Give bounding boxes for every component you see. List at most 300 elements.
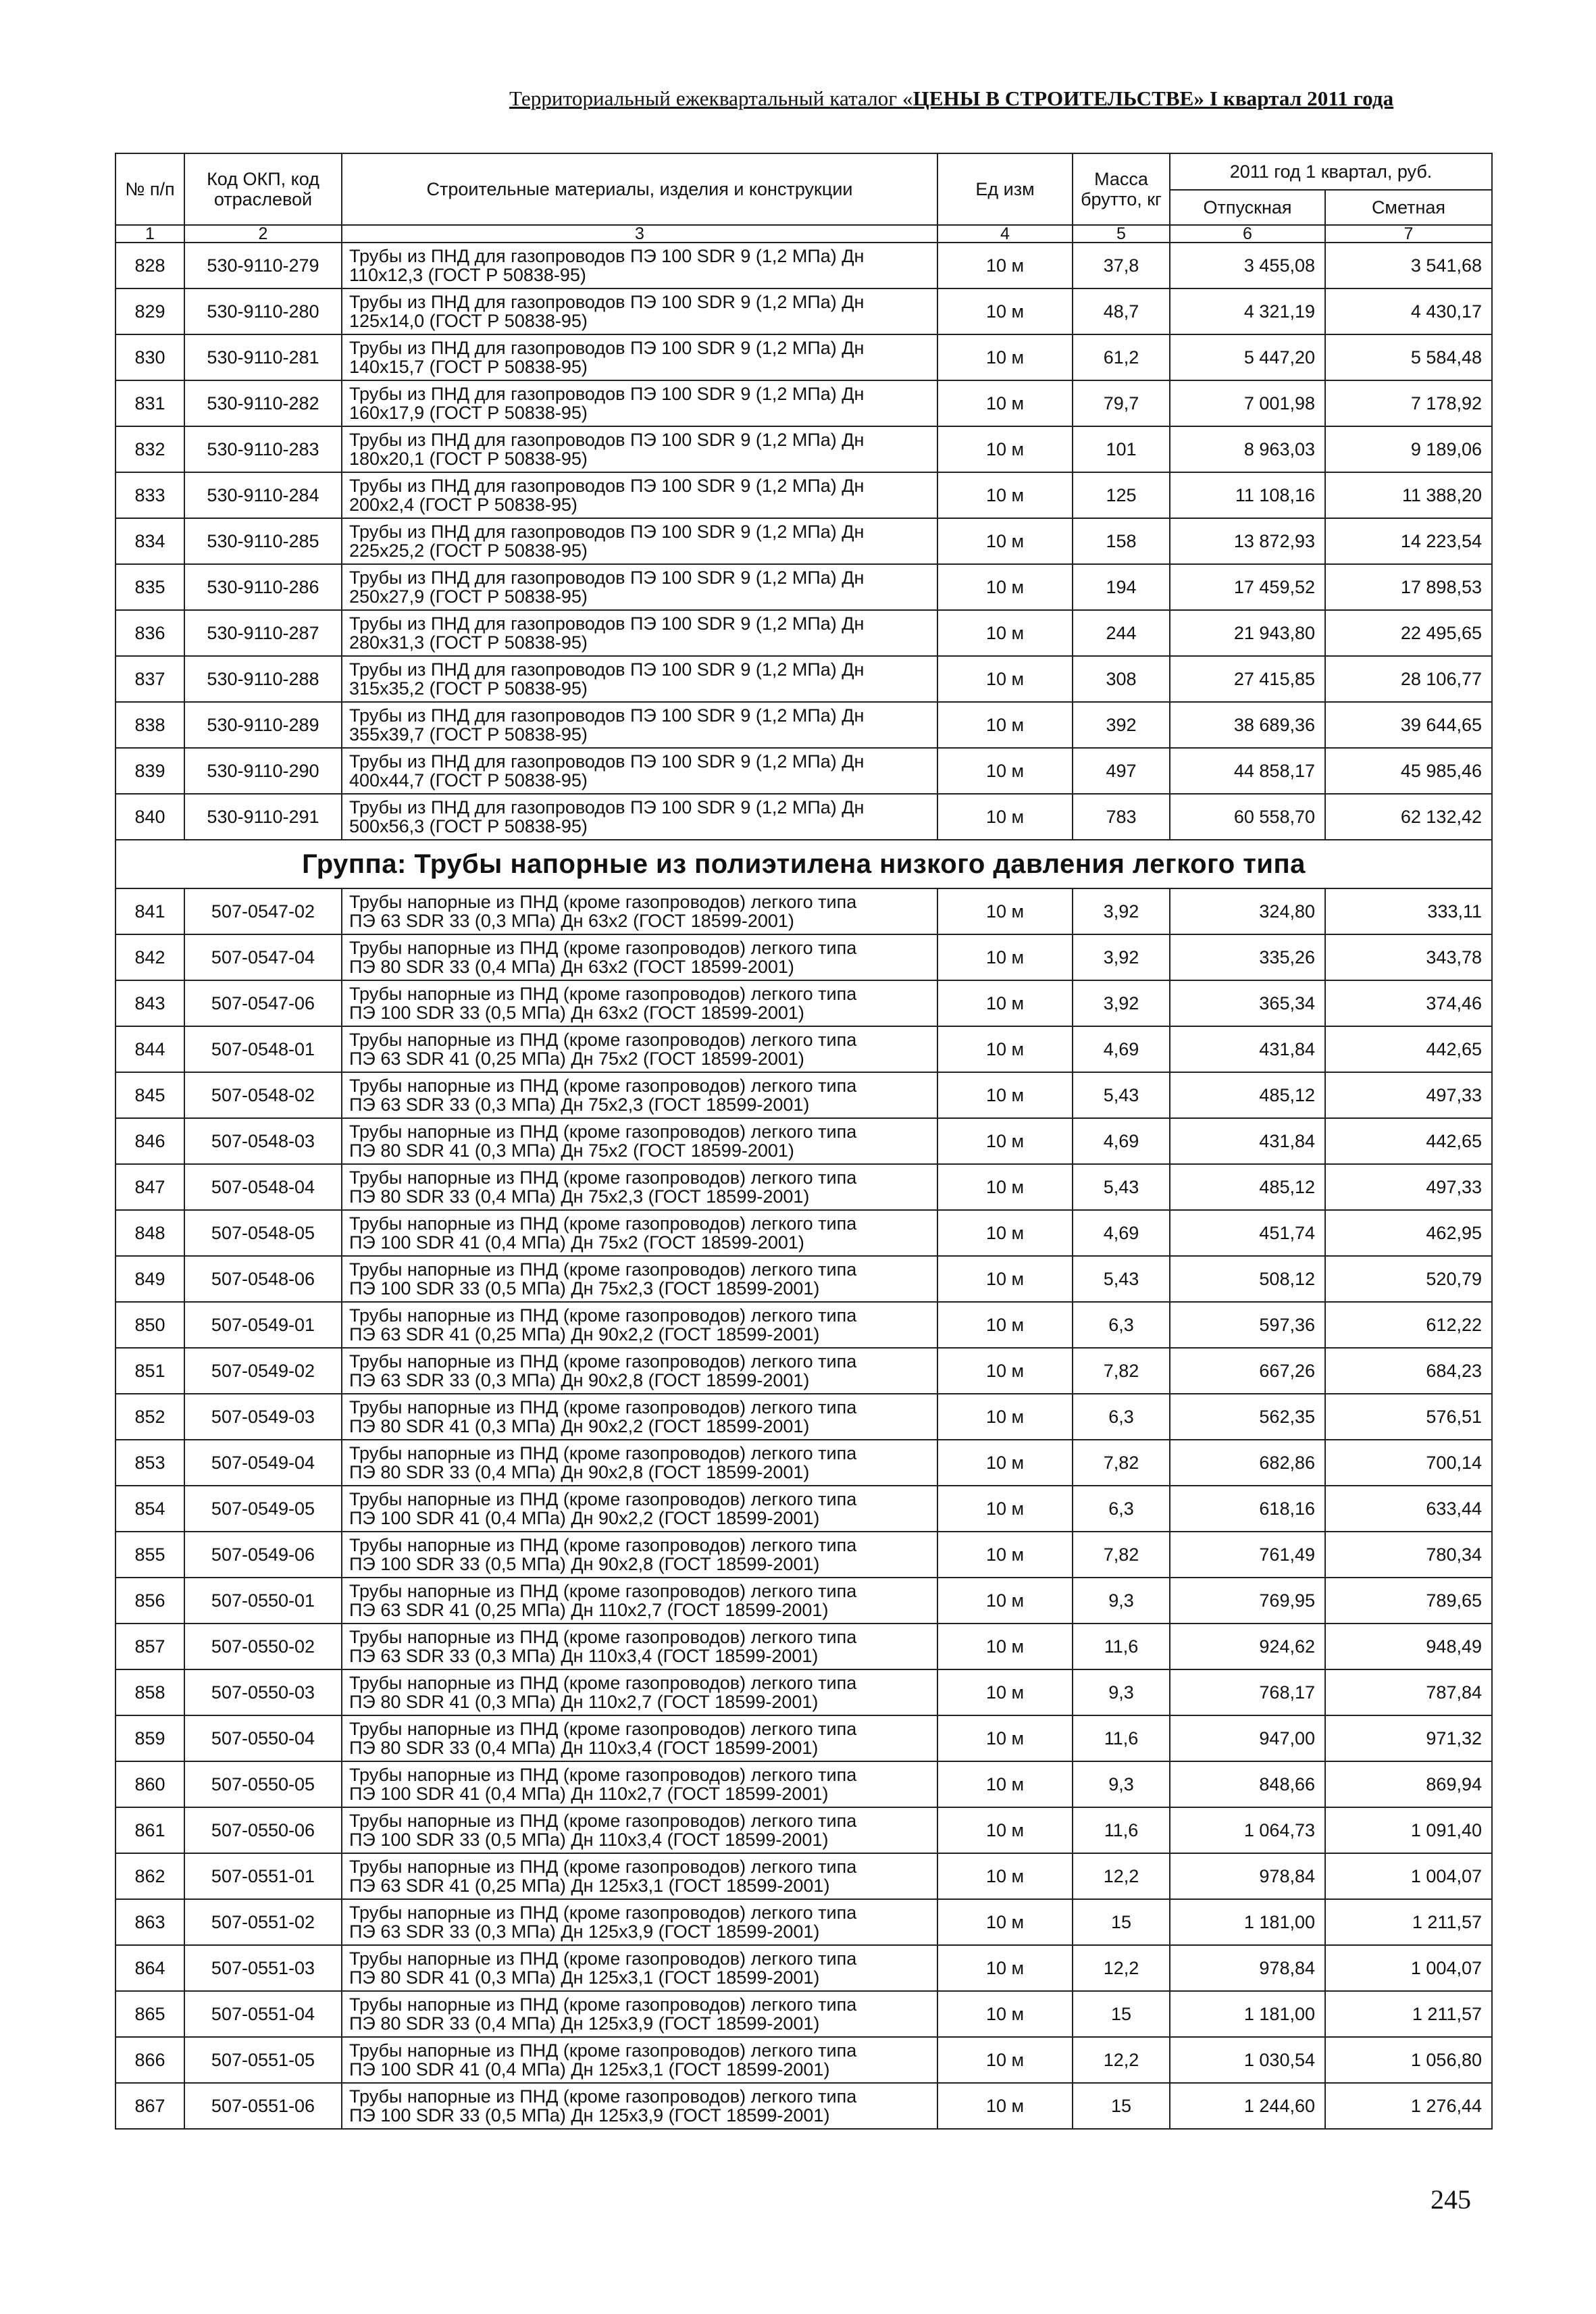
table-row	[115, 702, 1492, 748]
table-row	[115, 334, 1492, 380]
row-mass: 7,82	[1073, 1348, 1170, 1394]
table-row	[115, 980, 1492, 1026]
row-mass: 7,82	[1073, 1440, 1170, 1486]
row-mass: 497	[1073, 748, 1170, 794]
row-release-price: 682,86	[1170, 1440, 1325, 1486]
row-estimate-price: 22 495,65	[1325, 610, 1492, 656]
group-title: Группа: Трубы напорные из полиэтилена низкого давления легкого типа	[115, 840, 1492, 888]
table-row	[115, 610, 1492, 656]
row-number: 844	[115, 1026, 184, 1072]
table-row	[115, 1715, 1492, 1761]
row-estimate-price: 1 211,57	[1325, 1991, 1492, 2037]
col-estimate-header: Сметная	[1325, 190, 1492, 225]
row-mass: 392	[1073, 702, 1170, 748]
row-code: 530-9110-289	[184, 702, 342, 748]
row-mass: 11,6	[1073, 1715, 1170, 1761]
row-estimate-price: 7 178,92	[1325, 380, 1492, 426]
row-number: 863	[115, 1899, 184, 1945]
row-estimate-price: 1 276,44	[1325, 2083, 1492, 2129]
col-index: 7	[1325, 225, 1492, 243]
row-mass: 194	[1073, 564, 1170, 610]
row-number: 861	[115, 1807, 184, 1853]
row-number: 852	[115, 1394, 184, 1440]
row-unit: 10 м	[937, 518, 1073, 564]
row-code: 530-9110-286	[184, 564, 342, 610]
row-unit: 10 м	[937, 934, 1073, 980]
row-code: 507-0548-05	[184, 1210, 342, 1256]
page-number: 245	[1431, 2184, 1471, 2215]
row-mass: 4,69	[1073, 1118, 1170, 1164]
row-code: 507-0548-06	[184, 1256, 342, 1302]
row-mass: 11,6	[1073, 1807, 1170, 1853]
row-code: 507-0547-06	[184, 980, 342, 1026]
row-unit: 10 м	[937, 1807, 1073, 1853]
table-row	[115, 748, 1492, 794]
row-mass: 5,43	[1073, 1164, 1170, 1210]
table-row	[115, 1026, 1492, 1072]
row-estimate-price: 9 189,06	[1325, 426, 1492, 472]
row-estimate-price: 948,49	[1325, 1624, 1492, 1669]
row-code: 507-0551-02	[184, 1899, 342, 1945]
row-release-price: 618,16	[1170, 1486, 1325, 1532]
row-estimate-price: 28 106,77	[1325, 656, 1492, 702]
col-unit-header: Ед изм	[937, 153, 1073, 225]
table-row	[115, 1807, 1492, 1853]
col-index: 2	[184, 225, 342, 243]
row-code: 530-9110-285	[184, 518, 342, 564]
row-mass: 6,3	[1073, 1302, 1170, 1348]
table-row	[115, 1348, 1492, 1394]
row-name: Трубы напорные из ПНД (кроме газопроводов) легкого типа ПЭ 80 SDR 33 (0,4 МПа) Дн 90x2,8 (ГОСТ 18599-2001)	[342, 1440, 937, 1486]
row-unit: 10 м	[937, 656, 1073, 702]
row-unit: 10 м	[937, 1118, 1073, 1164]
row-estimate-price: 17 898,53	[1325, 564, 1492, 610]
row-unit: 10 м	[937, 2037, 1073, 2083]
row-number: 833	[115, 472, 184, 518]
row-name: Трубы напорные из ПНД (кроме газопроводов) легкого типа ПЭ 63 SDR 33 (0,3 МПа) Дн 125x3,9 (ГОСТ 18599-2001)	[342, 1899, 937, 1945]
row-estimate-price: 1 004,07	[1325, 1945, 1492, 1991]
row-release-price: 431,84	[1170, 1118, 1325, 1164]
row-number: 847	[115, 1164, 184, 1210]
row-code: 507-0551-03	[184, 1945, 342, 1991]
row-number: 854	[115, 1486, 184, 1532]
row-number: 832	[115, 426, 184, 472]
row-name: Трубы напорные из ПНД (кроме газопроводов) легкого типа ПЭ 100 SDR 33 (0,5 МПа) Дн 110x3,4 (ГОСТ 18599-2001)	[342, 1807, 937, 1853]
row-release-price: 13 872,93	[1170, 518, 1325, 564]
row-mass: 12,2	[1073, 1853, 1170, 1899]
row-unit: 10 м	[937, 1394, 1073, 1440]
row-unit: 10 м	[937, 1440, 1073, 1486]
row-release-price: 17 459,52	[1170, 564, 1325, 610]
row-code: 507-0547-04	[184, 934, 342, 980]
row-number: 864	[115, 1945, 184, 1991]
row-number: 859	[115, 1715, 184, 1761]
row-name: Трубы напорные из ПНД (кроме газопроводов) легкого типа ПЭ 100 SDR 41 (0,4 МПа) Дн 75x2 (ГОСТ 18599-2001)	[342, 1210, 937, 1256]
row-name: Трубы напорные из ПНД (кроме газопроводов) легкого типа ПЭ 80 SDR 33 (0,4 МПа) Дн 75x2,3 (ГОСТ 18599-2001)	[342, 1164, 937, 1210]
row-release-price: 21 943,80	[1170, 610, 1325, 656]
row-release-price: 5 447,20	[1170, 334, 1325, 380]
row-name: Трубы из ПНД для газопроводов ПЭ 100 SDR 9 (1,2 МПа) Дн 225x25,2 (ГОСТ Р 50838-95)	[342, 518, 937, 564]
header-title: ЦЕНЫ В СТРОИТЕЛЬСТВЕ» I квартал 2011 года	[912, 86, 1394, 110]
row-mass: 6,3	[1073, 1486, 1170, 1532]
row-code: 507-0549-01	[184, 1302, 342, 1348]
row-release-price: 508,12	[1170, 1256, 1325, 1302]
table-row	[115, 288, 1492, 334]
row-unit: 10 м	[937, 1715, 1073, 1761]
column-index-row	[115, 225, 1492, 243]
row-mass: 158	[1073, 518, 1170, 564]
row-release-price: 769,95	[1170, 1578, 1325, 1624]
row-name: Трубы напорные из ПНД (кроме газопроводов) легкого типа ПЭ 80 SDR 33 (0,4 МПа) Дн 125x3,9 (ГОСТ 18599-2001)	[342, 1991, 937, 2037]
row-estimate-price: 462,95	[1325, 1210, 1492, 1256]
row-release-price: 1 181,00	[1170, 1899, 1325, 1945]
row-unit: 10 м	[937, 564, 1073, 610]
row-name: Трубы напорные из ПНД (кроме газопроводов) легкого типа ПЭ 80 SDR 41 (0,3 МПа) Дн 90x2,2 (ГОСТ 18599-2001)	[342, 1394, 937, 1440]
table-row	[115, 518, 1492, 564]
row-code: 530-9110-283	[184, 426, 342, 472]
row-name: Трубы напорные из ПНД (кроме газопроводов) легкого типа ПЭ 100 SDR 41 (0,4 МПа) Дн 125x3,1 (ГОСТ 18599-2001)	[342, 2037, 937, 2083]
row-estimate-price: 3 541,68	[1325, 243, 1492, 288]
row-number: 845	[115, 1072, 184, 1118]
table-row	[115, 1256, 1492, 1302]
row-number: 841	[115, 888, 184, 934]
row-estimate-price: 1 091,40	[1325, 1807, 1492, 1853]
row-mass: 4,69	[1073, 1210, 1170, 1256]
row-number: 857	[115, 1624, 184, 1669]
row-mass: 244	[1073, 610, 1170, 656]
row-release-price: 4 321,19	[1170, 288, 1325, 334]
row-number: 839	[115, 748, 184, 794]
row-unit: 10 м	[937, 426, 1073, 472]
row-name: Трубы из ПНД для газопроводов ПЭ 100 SDR 9 (1,2 МПа) Дн 180x20,1 (ГОСТ Р 50838-95)	[342, 426, 937, 472]
row-code: 530-9110-290	[184, 748, 342, 794]
row-release-price: 365,34	[1170, 980, 1325, 1026]
col-release-header: Отпускная	[1170, 190, 1325, 225]
row-unit: 10 м	[937, 1532, 1073, 1578]
row-number: 834	[115, 518, 184, 564]
row-code: 507-0551-05	[184, 2037, 342, 2083]
row-estimate-price: 789,65	[1325, 1578, 1492, 1624]
row-number: 856	[115, 1578, 184, 1624]
table-row	[115, 794, 1492, 840]
row-release-price: 667,26	[1170, 1348, 1325, 1394]
row-mass: 11,6	[1073, 1624, 1170, 1669]
row-mass: 37,8	[1073, 243, 1170, 288]
row-name: Трубы напорные из ПНД (кроме газопроводов) легкого типа ПЭ 100 SDR 33 (0,5 МПа) Дн 125x3,9 (ГОСТ 18599-2001)	[342, 2083, 937, 2129]
row-estimate-price: 612,22	[1325, 1302, 1492, 1348]
row-name: Трубы из ПНД для газопроводов ПЭ 100 SDR 9 (1,2 МПа) Дн 125x14,0 (ГОСТ Р 50838-95)	[342, 288, 937, 334]
row-release-price: 38 689,36	[1170, 702, 1325, 748]
row-estimate-price: 442,65	[1325, 1118, 1492, 1164]
row-code: 530-9110-291	[184, 794, 342, 840]
row-mass: 3,92	[1073, 934, 1170, 980]
table-row	[115, 1945, 1492, 1991]
row-release-price: 768,17	[1170, 1669, 1325, 1715]
row-release-price: 324,80	[1170, 888, 1325, 934]
row-unit: 10 м	[937, 1026, 1073, 1072]
row-estimate-price: 1 004,07	[1325, 1853, 1492, 1899]
row-name: Трубы из ПНД для газопроводов ПЭ 100 SDR 9 (1,2 МПа) Дн 315x35,2 (ГОСТ Р 50838-95)	[342, 656, 937, 702]
table-row	[115, 656, 1492, 702]
row-unit: 10 м	[937, 1210, 1073, 1256]
row-code: 530-9110-279	[184, 243, 342, 288]
row-mass: 15	[1073, 1991, 1170, 2037]
table-row	[115, 1578, 1492, 1624]
row-name: Трубы из ПНД для газопроводов ПЭ 100 SDR 9 (1,2 МПа) Дн 250x27,9 (ГОСТ Р 50838-95)	[342, 564, 937, 610]
table-row	[115, 1118, 1492, 1164]
row-name: Трубы напорные из ПНД (кроме газопроводов) легкого типа ПЭ 63 SDR 41 (0,25 МПа) Дн 110x2,7 (ГОСТ 18599-2001)	[342, 1578, 937, 1624]
row-estimate-price: 780,34	[1325, 1532, 1492, 1578]
table-row	[115, 1669, 1492, 1715]
row-estimate-price: 700,14	[1325, 1440, 1492, 1486]
row-estimate-price: 39 644,65	[1325, 702, 1492, 748]
row-name: Трубы напорные из ПНД (кроме газопроводов) легкого типа ПЭ 100 SDR 41 (0,4 МПа) Дн 90x2,2 (ГОСТ 18599-2001)	[342, 1486, 937, 1532]
row-number: 837	[115, 656, 184, 702]
row-number: 860	[115, 1761, 184, 1807]
row-unit: 10 м	[937, 1578, 1073, 1624]
row-unit: 10 м	[937, 472, 1073, 518]
row-release-price: 60 558,70	[1170, 794, 1325, 840]
row-estimate-price: 442,65	[1325, 1026, 1492, 1072]
row-code: 507-0548-01	[184, 1026, 342, 1072]
row-code: 507-0548-03	[184, 1118, 342, 1164]
row-name: Трубы напорные из ПНД (кроме газопроводов) легкого типа ПЭ 100 SDR 33 (0,5 МПа) Дн 75x2,3 (ГОСТ 18599-2001)	[342, 1256, 937, 1302]
row-name: Трубы из ПНД для газопроводов ПЭ 100 SDR 9 (1,2 МПа) Дн 355x39,7 (ГОСТ Р 50838-95)	[342, 702, 937, 748]
row-unit: 10 м	[937, 1853, 1073, 1899]
row-code: 507-0547-02	[184, 888, 342, 934]
row-mass: 101	[1073, 426, 1170, 472]
row-number: 831	[115, 380, 184, 426]
row-unit: 10 м	[937, 1164, 1073, 1210]
row-mass: 15	[1073, 1899, 1170, 1945]
row-estimate-price: 1 211,57	[1325, 1899, 1492, 1945]
row-release-price: 3 455,08	[1170, 243, 1325, 288]
row-estimate-price: 633,44	[1325, 1486, 1492, 1532]
row-mass: 9,3	[1073, 1578, 1170, 1624]
table-body-pressure-pipes	[115, 888, 1492, 2129]
table-row	[115, 426, 1492, 472]
row-code: 530-9110-281	[184, 334, 342, 380]
row-estimate-price: 62 132,42	[1325, 794, 1492, 840]
row-estimate-price: 787,84	[1325, 1669, 1492, 1715]
row-unit: 10 м	[937, 1256, 1073, 1302]
row-name: Трубы напорные из ПНД (кроме газопроводов) легкого типа ПЭ 63 SDR 33 (0,3 МПа) Дн 90x2,8 (ГОСТ 18599-2001)	[342, 1348, 937, 1394]
row-unit: 10 м	[937, 1486, 1073, 1532]
row-name: Трубы из ПНД для газопроводов ПЭ 100 SDR 9 (1,2 МПа) Дн 200x2,4 (ГОСТ Р 50838-95)	[342, 472, 937, 518]
row-mass: 61,2	[1073, 334, 1170, 380]
row-code: 507-0549-02	[184, 1348, 342, 1394]
row-unit: 10 м	[937, 1991, 1073, 2037]
table-body-gas-pipes	[115, 243, 1492, 840]
row-unit: 10 м	[937, 702, 1073, 748]
col-num-header: № п/п	[115, 153, 184, 225]
row-code: 507-0551-04	[184, 1991, 342, 2037]
row-name: Трубы из ПНД для газопроводов ПЭ 100 SDR 9 (1,2 МПа) Дн 160x17,9 (ГОСТ Р 50838-95)	[342, 380, 937, 426]
row-mass: 9,3	[1073, 1761, 1170, 1807]
row-release-price: 11 108,16	[1170, 472, 1325, 518]
col-period-header: 2011 год 1 квартал, руб.	[1170, 153, 1492, 190]
row-number: 848	[115, 1210, 184, 1256]
row-release-price: 978,84	[1170, 1945, 1325, 1991]
row-code: 530-9110-284	[184, 472, 342, 518]
row-code: 507-0550-03	[184, 1669, 342, 1715]
row-number: 865	[115, 1991, 184, 2037]
table-row	[115, 934, 1492, 980]
row-unit: 10 м	[937, 2083, 1073, 2129]
row-unit: 10 м	[937, 1072, 1073, 1118]
row-code: 530-9110-287	[184, 610, 342, 656]
col-index: 1	[115, 225, 184, 243]
row-code: 507-0549-05	[184, 1486, 342, 1532]
row-release-price: 1 244,60	[1170, 2083, 1325, 2129]
row-mass: 3,92	[1073, 980, 1170, 1026]
row-name: Трубы напорные из ПНД (кроме газопроводов) легкого типа ПЭ 100 SDR 33 (0,5 МПа) Дн 90x2,8 (ГОСТ 18599-2001)	[342, 1532, 937, 1578]
row-code: 507-0551-06	[184, 2083, 342, 2129]
row-name: Трубы напорные из ПНД (кроме газопроводов) легкого типа ПЭ 80 SDR 41 (0,3 МПа) Дн 75x2 (ГОСТ 18599-2001)	[342, 1118, 937, 1164]
row-unit: 10 м	[937, 334, 1073, 380]
row-unit: 10 м	[937, 1302, 1073, 1348]
row-estimate-price: 4 430,17	[1325, 288, 1492, 334]
row-code: 507-0548-04	[184, 1164, 342, 1210]
table-row	[115, 380, 1492, 426]
row-name: Трубы напорные из ПНД (кроме газопроводов) легкого типа ПЭ 63 SDR 41 (0,25 МПа) Дн 90x2,2 (ГОСТ 18599-2001)	[342, 1302, 937, 1348]
row-number: 843	[115, 980, 184, 1026]
row-mass: 79,7	[1073, 380, 1170, 426]
row-unit: 10 м	[937, 288, 1073, 334]
row-estimate-price: 520,79	[1325, 1256, 1492, 1302]
table-row	[115, 1394, 1492, 1440]
row-release-price: 7 001,98	[1170, 380, 1325, 426]
row-release-price: 335,26	[1170, 934, 1325, 980]
row-estimate-price: 869,94	[1325, 1761, 1492, 1807]
row-number: 851	[115, 1348, 184, 1394]
row-number: 829	[115, 288, 184, 334]
row-release-price: 27 415,85	[1170, 656, 1325, 702]
row-mass: 9,3	[1073, 1669, 1170, 1715]
row-code: 530-9110-288	[184, 656, 342, 702]
row-unit: 10 м	[937, 1761, 1073, 1807]
row-name: Трубы из ПНД для газопроводов ПЭ 100 SDR 9 (1,2 МПа) Дн 280x31,3 (ГОСТ Р 50838-95)	[342, 610, 937, 656]
row-estimate-price: 5 584,48	[1325, 334, 1492, 380]
row-number: 835	[115, 564, 184, 610]
row-code: 507-0550-06	[184, 1807, 342, 1853]
row-name: Трубы напорные из ПНД (кроме газопроводов) легкого типа ПЭ 63 SDR 41 (0,25 МПа) Дн 125x3,1 (ГОСТ 18599-2001)	[342, 1853, 937, 1899]
group-section	[115, 840, 1492, 888]
row-mass: 15	[1073, 2083, 1170, 2129]
table-row	[115, 564, 1492, 610]
row-estimate-price: 343,78	[1325, 934, 1492, 980]
row-code: 507-0550-01	[184, 1578, 342, 1624]
row-unit: 10 м	[937, 1669, 1073, 1715]
catalog-header	[509, 86, 1489, 111]
row-mass: 783	[1073, 794, 1170, 840]
table-row	[115, 1761, 1492, 1807]
row-release-price: 485,12	[1170, 1164, 1325, 1210]
table-row	[115, 1440, 1492, 1486]
row-mass: 12,2	[1073, 1945, 1170, 1991]
row-release-price: 1 064,73	[1170, 1807, 1325, 1853]
table-row	[115, 1210, 1492, 1256]
row-estimate-price: 45 985,46	[1325, 748, 1492, 794]
row-mass: 5,43	[1073, 1072, 1170, 1118]
row-name: Трубы напорные из ПНД (кроме газопроводов) легкого типа ПЭ 100 SDR 41 (0,4 МПа) Дн 110x2,7 (ГОСТ 18599-2001)	[342, 1761, 937, 1807]
row-number: 862	[115, 1853, 184, 1899]
row-name: Трубы из ПНД для газопроводов ПЭ 100 SDR 9 (1,2 МПа) Дн 500x56,3 (ГОСТ Р 50838-95)	[342, 794, 937, 840]
table-row	[115, 2083, 1492, 2129]
row-estimate-price: 497,33	[1325, 1164, 1492, 1210]
row-release-price: 947,00	[1170, 1715, 1325, 1761]
row-code: 507-0548-02	[184, 1072, 342, 1118]
row-number: 855	[115, 1532, 184, 1578]
row-release-price: 451,74	[1170, 1210, 1325, 1256]
table-row	[115, 243, 1492, 288]
row-number: 838	[115, 702, 184, 748]
row-release-price: 431,84	[1170, 1026, 1325, 1072]
row-name: Трубы из ПНД для газопроводов ПЭ 100 SDR 9 (1,2 МПа) Дн 140x15,7 (ГОСТ Р 50838-95)	[342, 334, 937, 380]
row-estimate-price: 14 223,54	[1325, 518, 1492, 564]
row-release-price: 924,62	[1170, 1624, 1325, 1669]
row-number: 866	[115, 2037, 184, 2083]
row-unit: 10 м	[937, 1624, 1073, 1669]
table-row	[115, 1853, 1492, 1899]
row-release-price: 485,12	[1170, 1072, 1325, 1118]
row-code: 530-9110-280	[184, 288, 342, 334]
price-table	[115, 153, 1493, 2130]
row-unit: 10 м	[937, 1899, 1073, 1945]
col-code-header: Код ОКП, код отраслевой	[184, 153, 342, 225]
table-row	[115, 1164, 1492, 1210]
row-number: 853	[115, 1440, 184, 1486]
row-unit: 10 м	[937, 888, 1073, 934]
row-number: 842	[115, 934, 184, 980]
row-code: 507-0549-06	[184, 1532, 342, 1578]
row-estimate-price: 333,11	[1325, 888, 1492, 934]
row-mass: 12,2	[1073, 2037, 1170, 2083]
row-release-price: 8 963,03	[1170, 426, 1325, 472]
row-release-price: 848,66	[1170, 1761, 1325, 1807]
row-number: 830	[115, 334, 184, 380]
col-index: 4	[937, 225, 1073, 243]
row-release-price: 44 858,17	[1170, 748, 1325, 794]
row-name: Трубы напорные из ПНД (кроме газопроводов) легкого типа ПЭ 63 SDR 41 (0,25 МПа) Дн 75x2 (ГОСТ 18599-2001)	[342, 1026, 937, 1072]
row-unit: 10 м	[937, 610, 1073, 656]
row-code: 507-0549-03	[184, 1394, 342, 1440]
row-release-price: 562,35	[1170, 1394, 1325, 1440]
row-release-price: 1 181,00	[1170, 1991, 1325, 2037]
table-row	[115, 888, 1492, 934]
row-number: 849	[115, 1256, 184, 1302]
table-row	[115, 1899, 1492, 1945]
row-name: Трубы напорные из ПНД (кроме газопроводов) легкого типа ПЭ 80 SDR 41 (0,3 МПа) Дн 110x2,7 (ГОСТ 18599-2001)	[342, 1669, 937, 1715]
row-number: 828	[115, 243, 184, 288]
table-row	[115, 1532, 1492, 1578]
row-name: Трубы напорные из ПНД (кроме газопроводов) легкого типа ПЭ 80 SDR 41 (0,3 МПа) Дн 125x3,1 (ГОСТ 18599-2001)	[342, 1945, 937, 1991]
row-estimate-price: 971,32	[1325, 1715, 1492, 1761]
row-code: 530-9110-282	[184, 380, 342, 426]
row-estimate-price: 374,46	[1325, 980, 1492, 1026]
row-code: 507-0550-02	[184, 1624, 342, 1669]
table-row	[115, 1624, 1492, 1669]
header-prefix: Территориальный ежеквартальный каталог «	[509, 86, 913, 110]
row-unit: 10 м	[937, 748, 1073, 794]
row-name: Трубы напорные из ПНД (кроме газопроводов) легкого типа ПЭ 80 SDR 33 (0,4 МПа) Дн 63x2 (ГОСТ 18599-2001)	[342, 934, 937, 980]
row-unit: 10 м	[937, 243, 1073, 288]
row-mass: 6,3	[1073, 1394, 1170, 1440]
row-unit: 10 м	[937, 380, 1073, 426]
row-unit: 10 м	[937, 794, 1073, 840]
row-number: 836	[115, 610, 184, 656]
row-mass: 48,7	[1073, 288, 1170, 334]
